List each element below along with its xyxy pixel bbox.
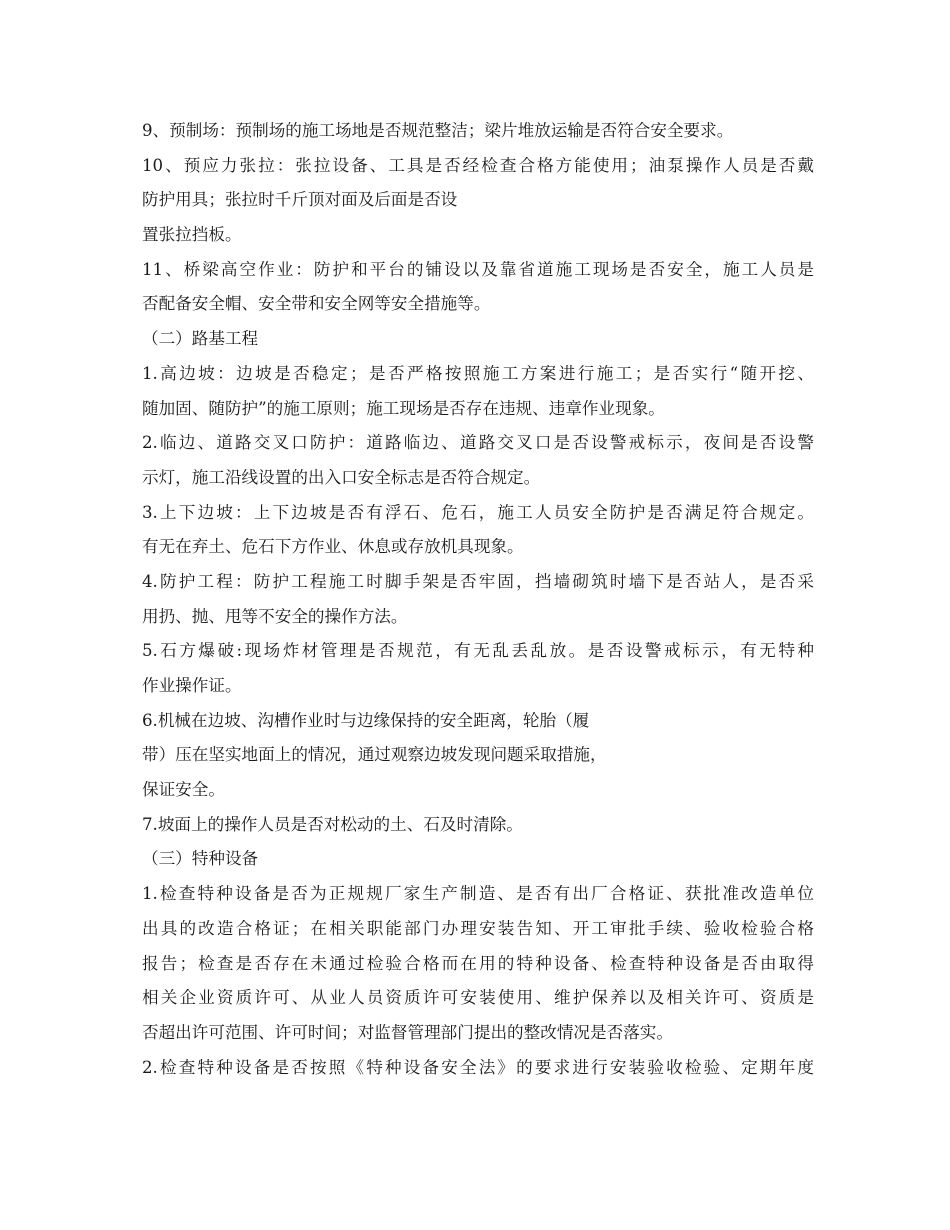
text-line: 1.检查特种设备是否为正规规厂家生产制造、是否有出厂合格证、获批准改造单位	[142, 884, 814, 904]
text-line: 7.坡面上的操作人员是否对松动的土、石及时清除。	[142, 814, 523, 834]
text-line: 5.石方爆破:现场炸材管理是否规范，有无乱丢乱放。是否设警戒标示，有无特种	[142, 641, 814, 661]
text-line: 保证安全。	[142, 780, 225, 800]
text-line: 4.防护工程：防护工程施工时脚手架是否牢固，挡墙砌筑时墙下是否站人，是否采	[142, 571, 814, 591]
text-line: （三）特种设备	[142, 849, 259, 869]
text-line: 带）压在坚实地面上的情况，通过观察边坡发现问题采取措施，	[142, 745, 607, 765]
text-line: 2.临边、道路交叉口防护：道路临边、道路交叉口是否设警戒标示，夜间是否设警	[142, 433, 814, 453]
text-line: 防护用具；张拉时千斤顶对面及后面是否设	[142, 190, 458, 210]
text-line: 否超出许可范围、许可时间；对监督管理部门提出的整改情况是否落实。	[142, 1022, 673, 1042]
text-line: 相关企业资质许可、从业人员资质许可安装使用、维护保养以及相关许可、资质是	[142, 988, 814, 1008]
text-line: （二）路基工程	[142, 329, 259, 349]
text-line: 否配备安全帽、安全带和安全网等安全措施等。	[142, 294, 491, 314]
text-line: 示灯，施工沿线设置的出入口安全标志是否符合规定。	[142, 467, 541, 487]
text-line: 3.上下边坡：上下边坡是否有浮石、危石，施工人员安全防护是否满足符合规定。	[142, 502, 814, 522]
text-line: 1.高边坡：边坡是否稳定；是否严格按照施工方案进行施工；是否实行“随开挖、	[142, 363, 814, 383]
text-line: 6.机械在边坡、沟槽作业时与边缘保持的安全距离，轮胎（履	[142, 710, 590, 730]
text-line: 9、预制场：预制场的施工场地是否规范整洁；梁片堆放运输是否符合安全要求。	[142, 121, 734, 140]
text-line: 报告；检查是否存在未通过检验合格而在用的特种设备、检查特种设备是否由取得	[142, 953, 814, 973]
text-line: 用扔、抛、甩等不安全的操作方法。	[142, 606, 408, 626]
text-line: 2.检查特种设备是否按照《特种设备安全法》的要求进行安装验收检验、定期年度	[142, 1057, 814, 1077]
text-line: 有无在弃土、危石下方作业、休息或存放机具现象。	[142, 537, 524, 557]
text-line: 随加固、随防护”的施工原则；施工现场是否存在违规、违章作业现象。	[142, 398, 665, 418]
document-body	[142, 114, 814, 1085]
text-line: 置张拉挡板。	[142, 225, 242, 245]
text-line: 11、桥梁高空作业：防护和平台的铺设以及靠省道施工现场是否安全，施工人员是	[142, 259, 814, 279]
text-line: 作业操作证。	[142, 676, 242, 695]
text-line: 10、预应力张拉：张拉设备、工具是否经检查合格方能使用；油泵操作人员是否戴	[142, 155, 814, 175]
text-line: 出具的改造合格证；在相关职能部门办理安装告知、开工审批手续、验收检验合格	[142, 918, 814, 938]
